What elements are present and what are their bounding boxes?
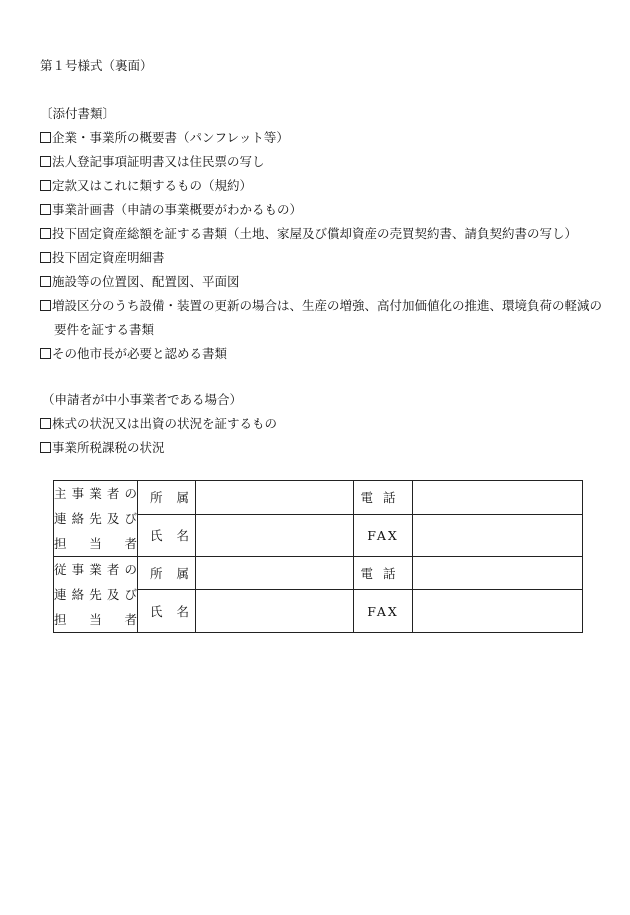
attachments-heading: 〔添付書類〕	[40, 106, 116, 121]
fax-label: FAX	[354, 514, 413, 556]
sme-item[interactable]: 株式の状況又は出資の状況を証するもの	[40, 414, 277, 432]
attachment-item[interactable]: 企業・事業所の概要書（パンフレット等）	[40, 128, 289, 146]
checkbox[interactable]	[40, 276, 51, 287]
checkbox[interactable]	[40, 418, 51, 429]
checkbox[interactable]	[40, 156, 51, 167]
checkbox[interactable]	[40, 348, 51, 359]
attachment-item[interactable]: その他市長が必要と認める書類	[40, 344, 227, 362]
main-name-field[interactable]	[196, 514, 354, 556]
attachment-item[interactable]: 事業計画書（申請の事業概要がわかるもの）	[40, 200, 302, 218]
phone-label: 電話	[354, 557, 413, 590]
checkbox[interactable]	[40, 180, 51, 191]
sub-phone-field[interactable]	[413, 557, 583, 590]
attachment-item[interactable]: 施設等の位置図、配置図、平面図	[40, 272, 240, 290]
sub-name-field[interactable]	[196, 590, 354, 633]
attachment-item[interactable]: 法人登記事項証明書又は住民票の写し	[40, 152, 265, 170]
main-contact-label: 主事業者の 連絡先及び 担当者	[54, 481, 138, 557]
checkbox[interactable]	[40, 228, 51, 239]
phone-label: 電話	[354, 481, 413, 515]
affiliation-label: 所属	[138, 481, 196, 515]
attachment-item[interactable]: 投下固定資産総額を証する書類（土地、家屋及び償却資産の売買契約書、請負契約書の写し）	[40, 224, 577, 242]
contacts-table	[53, 480, 583, 633]
main-fax-field[interactable]	[413, 514, 583, 556]
main-phone-field[interactable]	[413, 481, 583, 515]
main-affiliation-field[interactable]	[196, 481, 354, 515]
fax-label: FAX	[354, 590, 413, 633]
attachment-item[interactable]: 投下固定資産明細書	[40, 248, 165, 266]
sme-item[interactable]: 事業所税課税の状況	[40, 438, 165, 456]
checkbox[interactable]	[40, 442, 51, 453]
checkbox[interactable]	[40, 204, 51, 215]
form-code: 第１号様式（裏面）	[40, 58, 153, 73]
checkbox[interactable]	[40, 300, 51, 311]
attachment-item[interactable]: 定款又はこれに類するもの（規約）	[40, 176, 252, 194]
attachment-item[interactable]: 増設区分のうち設備・装置の更新の場合は、生産の増強、高付加価値化の推進、環境負荷の軽減の	[40, 296, 602, 314]
sub-contact-label: 従事業者の 連絡先及び 担当者	[54, 557, 138, 633]
sub-fax-field[interactable]	[413, 590, 583, 633]
name-label: 氏名	[138, 514, 196, 556]
name-label: 氏名	[138, 590, 196, 633]
checkbox[interactable]	[40, 132, 51, 143]
attachment-item-continuation: 要件を証する書類	[54, 322, 155, 337]
sme-heading: （申請者が中小事業者である場合）	[42, 392, 243, 407]
sub-affiliation-field[interactable]	[196, 557, 354, 590]
affiliation-label: 所属	[138, 557, 196, 590]
checkbox[interactable]	[40, 252, 51, 263]
